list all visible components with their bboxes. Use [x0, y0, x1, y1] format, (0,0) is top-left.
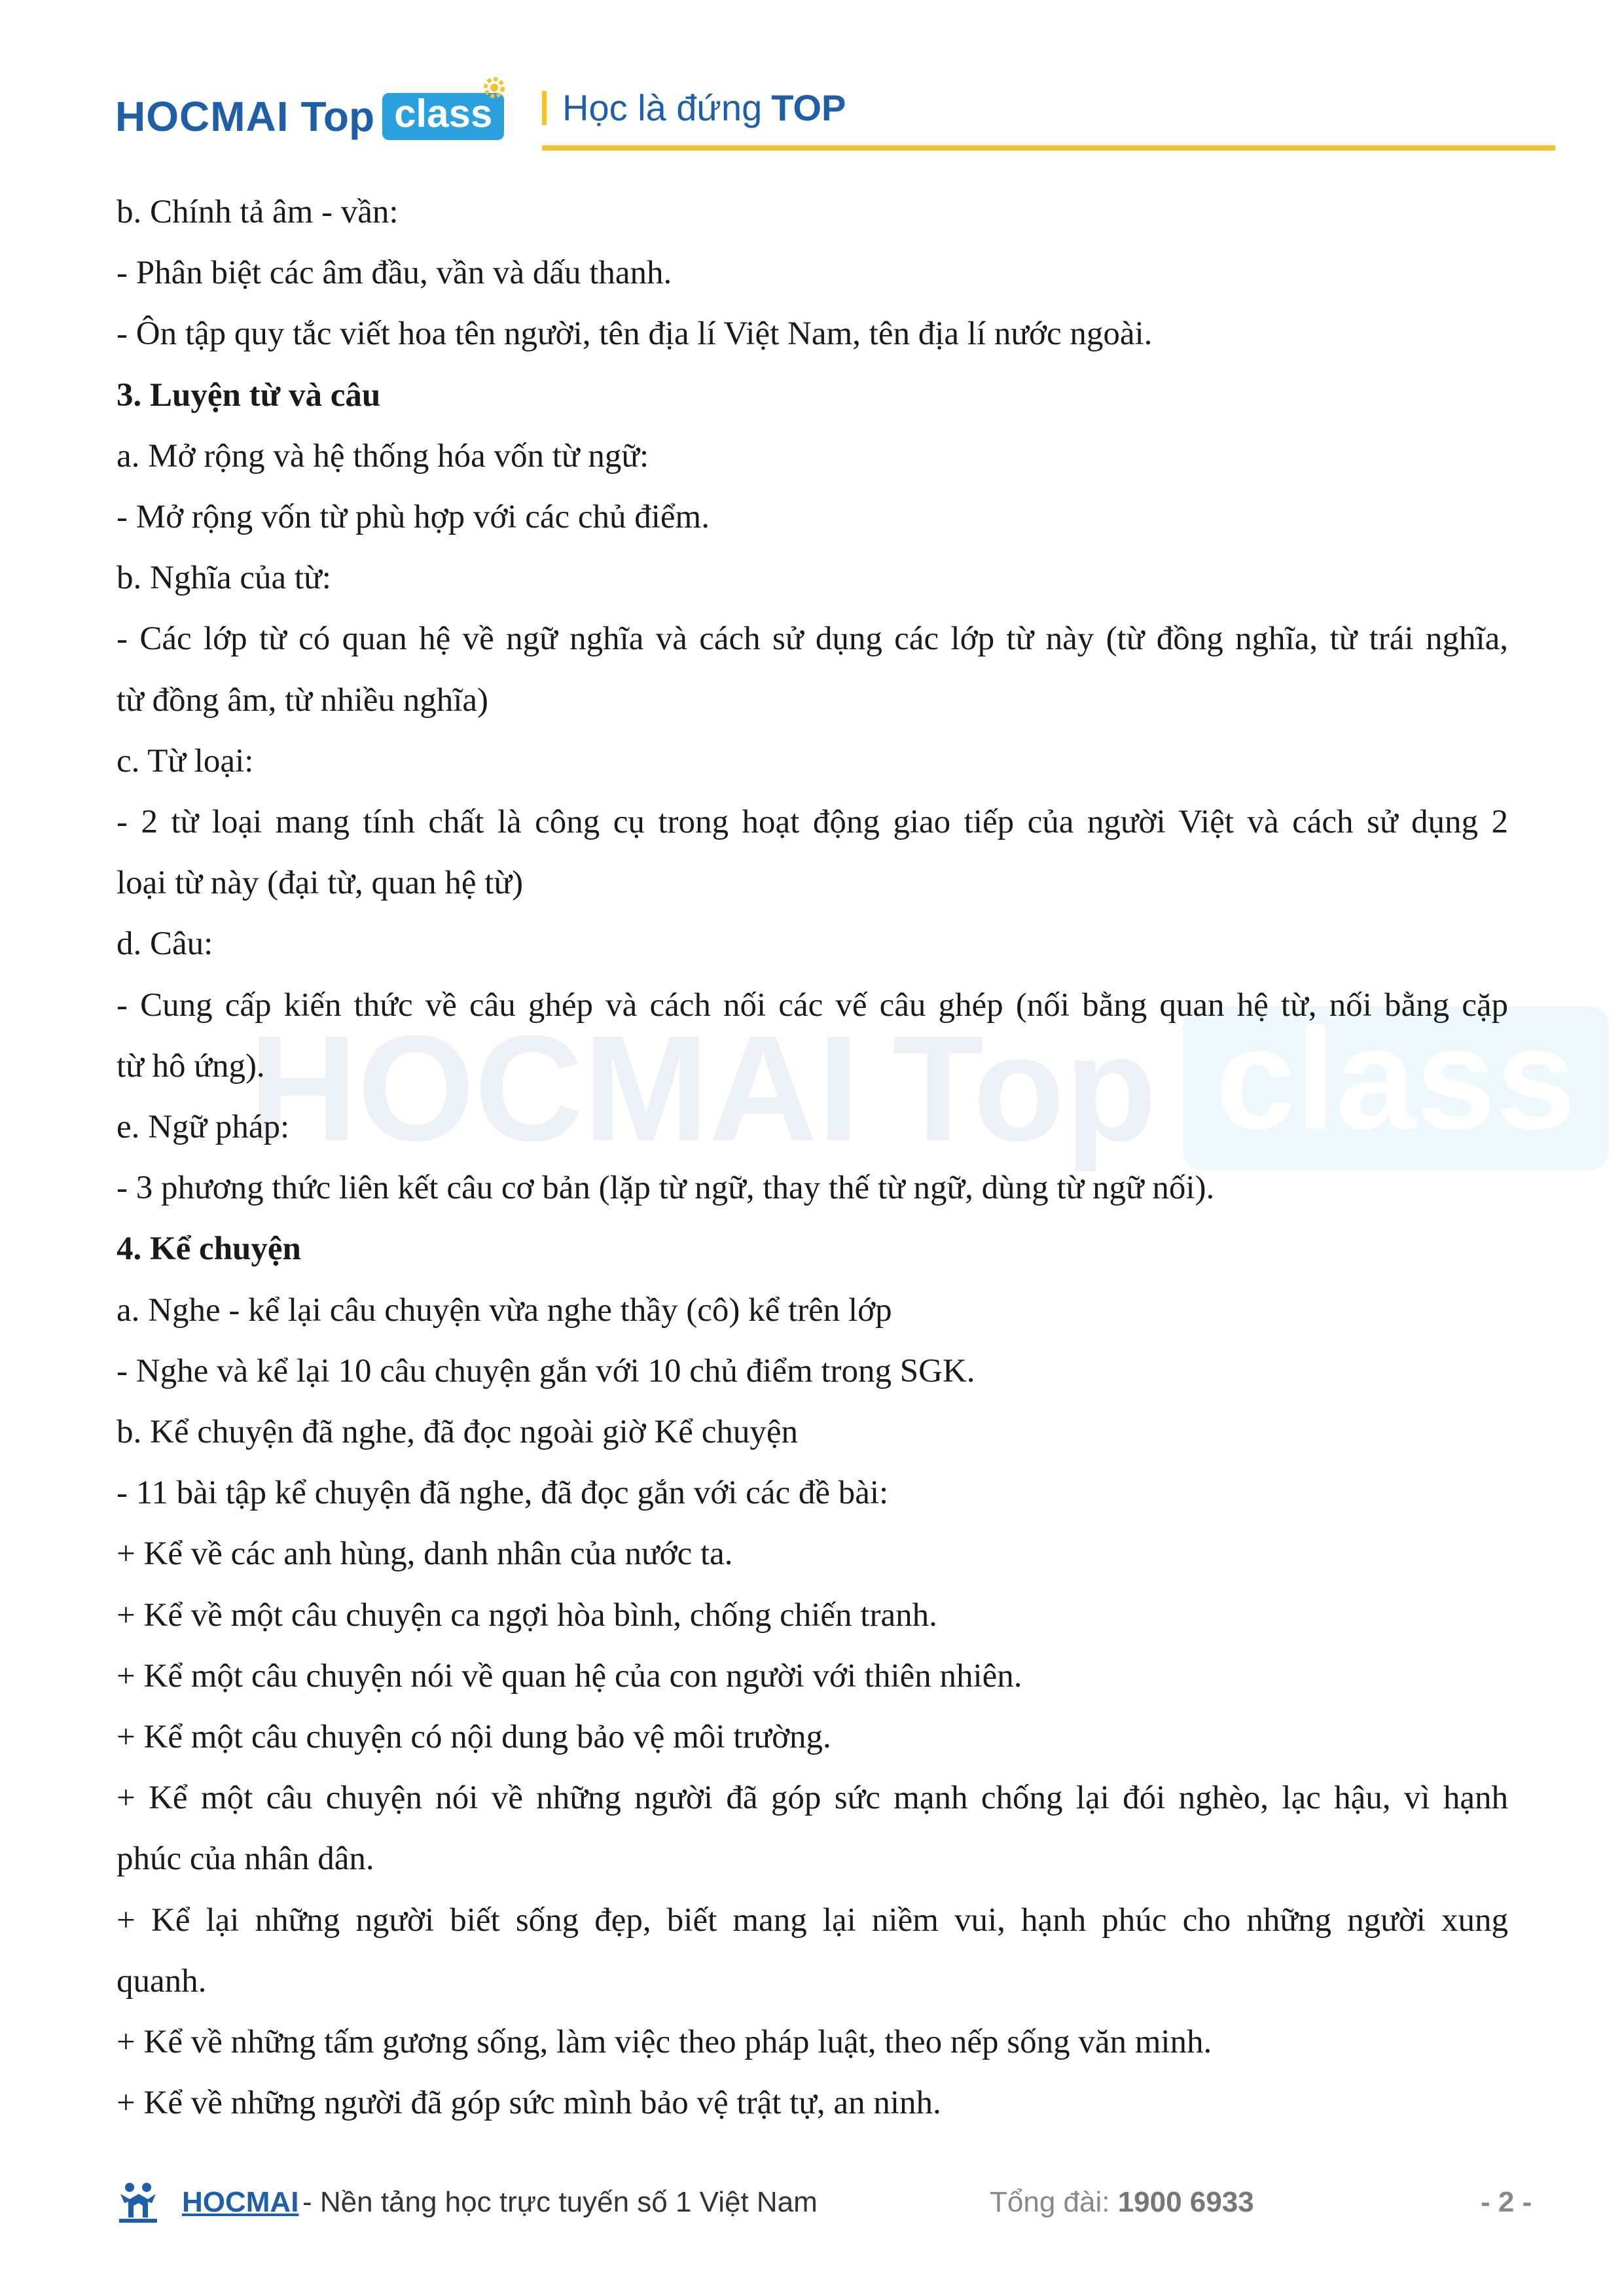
text-line: - Nghe và kể lại 10 câu chuyện gắn với 10 chủ điểm trong SGK.	[117, 1352, 975, 1390]
page-footer	[0, 2160, 1624, 2238]
text-line: quanh.	[117, 1962, 207, 2000]
footer-brand-link[interactable]: HOCMAI	[182, 2186, 299, 2218]
logo-class-badge: class	[382, 93, 504, 140]
hocmai-topclass-logo	[115, 84, 504, 149]
footer-description: - Nền tảng học trực tuyến số 1 Việt Nam	[302, 2186, 818, 2218]
watermark-hocmai: HOCMAI	[249, 1004, 859, 1172]
text-line: + Kể về những tấm gương sống, làm việc theo pháp luật, theo nếp sống văn minh.	[117, 2024, 1212, 2061]
text-line: a. Mở rộng và hệ thống hóa vốn từ ngữ:	[117, 437, 649, 475]
page-number: - 2 -	[1481, 2186, 1532, 2218]
footer-hotline	[990, 2186, 1254, 2219]
text-line: e. Ngữ pháp:	[117, 1109, 290, 1146]
text-line: phúc của nhân dân.	[117, 1840, 374, 1878]
text-line: + Kể một câu chuyện nói về quan hệ của con người với thiên nhiên.	[117, 1657, 1022, 1695]
text-line: + Kể lại những người biết sống đẹp, biết mang lại niềm vui, hạnh phúc cho những người xung	[117, 1901, 1508, 1939]
text-line: - 2 từ loại mang tính chất là công cụ trong hoạt động giao tiếp của người Việt và cách sử dụng 2	[117, 804, 1508, 841]
tagline-prefix: Học là đứng	[562, 87, 763, 128]
text-line: loại từ này (đại từ, quan hệ từ)	[117, 865, 524, 902]
hotline-label: Tổng đài:	[990, 2186, 1118, 2218]
tagline-strong: TOP	[771, 87, 846, 128]
logo-top-text: Top	[300, 93, 375, 140]
text-line: + Kể một câu chuyện nói về những người đã góp sức mạnh chống lại đói nghèo, lạc hậu, vì hạnh	[117, 1780, 1508, 1817]
text-line: b. Kể chuyện đã nghe, đã đọc ngoài giờ Kể chuyện	[117, 1414, 798, 1451]
text-line: + Kể về một câu chuyện ca ngợi hòa bình, chống chiến tranh.	[117, 1596, 937, 1634]
header-tagline	[542, 86, 846, 129]
page-header	[0, 0, 1624, 170]
hotline-number: 1900 6933	[1117, 2186, 1254, 2218]
text-line: từ đồng âm, từ nhiều nghĩa)	[117, 681, 489, 719]
text-line: d. Câu:	[117, 925, 213, 963]
text-line: c. Từ loại:	[117, 742, 254, 780]
section-heading: 3. Luyện từ và câu	[117, 376, 381, 414]
text-line: - 3 phương thức liên kết câu cơ bản (lặp từ ngữ, thay thế từ ngữ, dùng từ ngữ nối).	[117, 1170, 1215, 1207]
text-line: - 11 bài tập kể chuyện đã nghe, đã đọc gắn với các đề bài:	[117, 1475, 889, 1512]
watermark-class: class	[1183, 1007, 1609, 1170]
watermark-top: Top	[892, 1004, 1157, 1172]
text-line: - Ôn tập quy tắc viết hoa tên người, tên địa lí Việt Nam, tên địa lí nước ngoài.	[117, 315, 1153, 353]
text-line: b. Chính tả âm - vần:	[117, 194, 399, 230]
text-line: a. Nghe - kể lại câu chuyện vừa nghe thầy (cô) kể trên lớp	[117, 1291, 892, 1329]
gear-icon	[481, 75, 507, 101]
text-line: - Phân biệt các âm đầu, vần và dấu thanh.	[117, 255, 672, 292]
text-line: - Mở rộng vốn từ phù hợp với các chủ điểm.	[117, 499, 710, 536]
text-line: + Kể một câu chuyện có nội dung bảo vệ môi trường.	[117, 1719, 831, 1756]
text-line: + Kể về những người đã góp sức mình bảo vệ trật tự, an ninh.	[117, 2085, 941, 2122]
logo-hocmai-text: HOCMAI	[115, 93, 289, 140]
document-body	[117, 182, 1508, 2134]
section-heading: 4. Kể chuyện	[117, 1230, 301, 1268]
header-underline	[542, 145, 1555, 151]
hocmai-people-icon	[115, 2179, 161, 2225]
text-line: - Cung cấp kiến thức về câu ghép và cách nối các vế câu ghép (nối bằng quan hệ từ, nối bằng cặp	[117, 986, 1508, 1024]
text-line: - Các lớp từ có quan hệ về ngữ nghĩa và cách sử dụng các lớp từ này (từ đồng nghĩa, từ trái nghĩa,	[117, 620, 1508, 658]
text-line: b. Nghĩa của từ:	[117, 560, 331, 597]
text-line: + Kể về các anh hùng, danh nhân của nước ta.	[117, 1535, 733, 1573]
tagline-divider	[542, 91, 547, 125]
text-line: từ hô ứng).	[117, 1047, 265, 1085]
